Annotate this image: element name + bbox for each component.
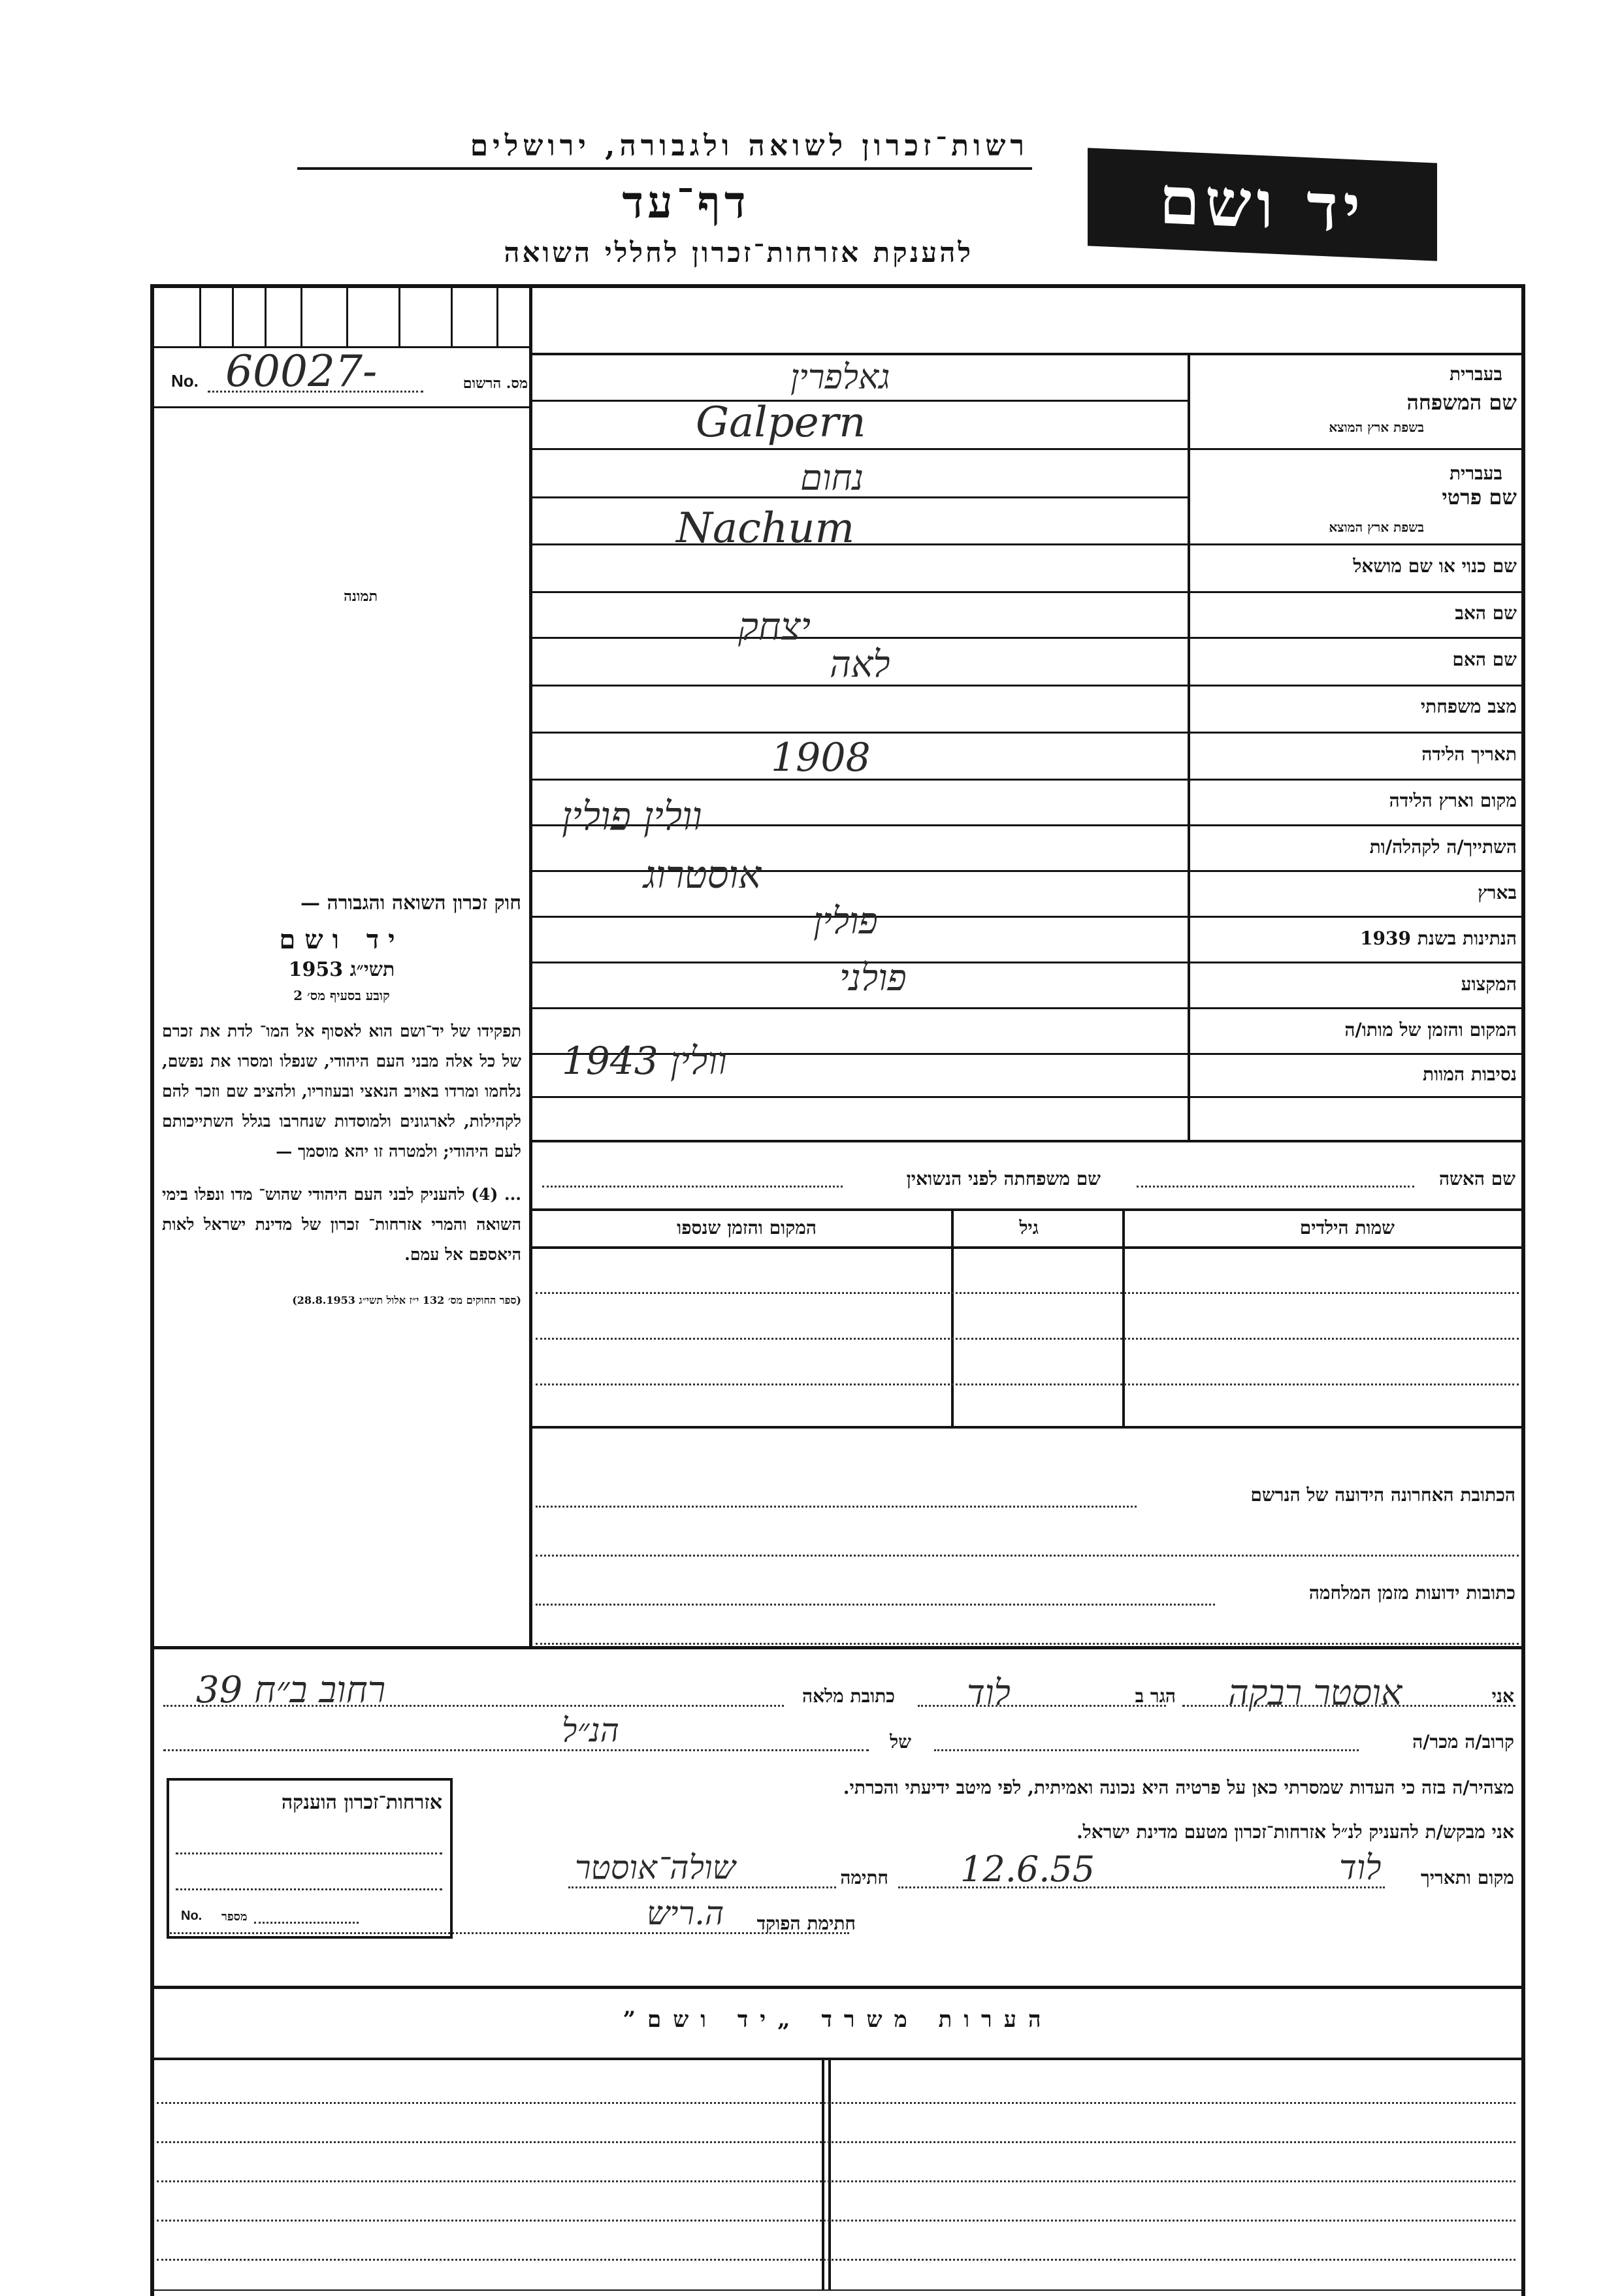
residing-label: הגר ב <box>1135 1685 1176 1707</box>
certificate-dots <box>176 1852 442 1854</box>
mother-label: שם האם <box>1452 649 1517 670</box>
first-name-origin-value: Nachum <box>676 504 855 553</box>
children-age-header: גיל <box>1019 1217 1039 1238</box>
office-notes-dots <box>157 2180 1515 2182</box>
country-value: פולין <box>813 900 878 943</box>
office-notes-header-line <box>150 2058 1525 2060</box>
nickname-label: שם כנוי או שם מושאל <box>1353 555 1517 577</box>
frame-top <box>150 284 1525 288</box>
law-year: תשי״ג 1953 <box>288 958 395 981</box>
signature-value: שולה־אוסטר <box>575 1849 736 1886</box>
full-address-label: כתובת מלאה <box>802 1685 895 1707</box>
law-heading: חוק זכרון השואה והגבורה — <box>300 892 521 914</box>
registration-label-en: No. <box>171 371 199 391</box>
row-line <box>532 962 1522 963</box>
children-col-divider <box>951 1208 954 1427</box>
declaration-request: אני מבקש/ת להעניק לנ״ל אזרחות־זכרון מטעם מדינת ישראל. <box>1076 1821 1514 1843</box>
full-address-value: רחוב ב״ח 39 <box>196 1669 386 1711</box>
certificate-number-label-en: No. <box>181 1909 202 1923</box>
code-box-line <box>265 288 267 347</box>
signature-dots <box>568 1886 836 1888</box>
father-label: שם האב <box>1455 602 1517 624</box>
wife-name-label: שם האשה <box>1438 1168 1515 1189</box>
certificate-title: אזרחות־זכרון הוענקה <box>281 1791 442 1814</box>
row-line <box>532 591 1522 593</box>
officer-signature-label: חתימת הפוקד <box>756 1913 856 1934</box>
address-dots-4 <box>536 1643 1519 1645</box>
certificate-dots <box>176 1888 442 1890</box>
birth-date-value: 1908 <box>771 735 871 781</box>
form-subtitle: להענקת אזרחות־זכרון לחללי השואה <box>504 236 973 268</box>
form-title: דף־עד <box>622 176 750 229</box>
law-clause: קובע בסעיף מס׳ 2 <box>293 988 390 1003</box>
registration-label-he: מס. הרשום <box>462 375 528 392</box>
wife-row-line <box>532 1208 1522 1211</box>
community-value: אוסטרוג <box>643 852 762 897</box>
children-row-dots <box>536 1338 1519 1340</box>
code-box-line <box>232 288 234 347</box>
last-known-address-label: הכתובת האחרונה הידועה של הנרשם <box>1250 1484 1515 1506</box>
office-notes-dots <box>157 2220 1515 2222</box>
profession-label: המקצוע <box>1461 973 1517 995</box>
code-box-line <box>451 288 453 347</box>
death-label: המקום והזמן של מותו/ה <box>1344 1019 1517 1041</box>
of-value: הנ״ל <box>562 1711 619 1749</box>
circumstances-label: נסיבות המוות <box>1423 1063 1517 1085</box>
citizenship-label: הנתינות בשנת 1939 <box>1360 928 1517 949</box>
children-row-dots <box>536 1383 1519 1385</box>
children-col-divider <box>1122 1208 1125 1427</box>
community-label: השתייך/ה לקהלה/ות <box>1369 836 1517 858</box>
place-value: לוד <box>1339 1849 1382 1888</box>
address-dots-2 <box>536 1555 1519 1557</box>
row-line <box>532 685 1522 687</box>
office-notes-dots <box>157 2102 1515 2104</box>
marital-status-label: מצב משפחתי <box>1420 696 1517 717</box>
family-name-hebrew-label: בעברית <box>1449 363 1502 385</box>
declaration-statement: מצהיר/ה בזה כי העדות שמסרתי כאן על פרטיה היא נכונה ואמיתית, לפי מיטב ידיעתי והכרתי. <box>843 1777 1514 1798</box>
law-name: יד ושם <box>279 924 404 955</box>
signature-label: חתימה <box>840 1867 888 1888</box>
birth-place-value: וולין פולין <box>562 794 702 839</box>
family-name-origin-value: Galpern <box>696 398 866 447</box>
relationship-label: קרוב/ה מכר/ה <box>1412 1731 1514 1753</box>
declarant-name-value: אוסטר רבקה <box>1228 1672 1402 1713</box>
date-value: 12.6.55 <box>960 1849 1095 1890</box>
authority-underline <box>297 167 1032 170</box>
addresses-bottom-line <box>150 1646 1525 1649</box>
registration-number: 60027- <box>225 346 378 396</box>
frame-right <box>1521 284 1525 2296</box>
row-line <box>532 1140 1522 1142</box>
law-paragraph-1: תפקידו של יד־ושם הוא לאסוף אל המו־ לדת את זכרם של כל אלה מבני העם היהודי, שנפלו ומסרו את נפשם, נלחמו ומרדו באויב הנאצי ובעוזריו, ולהציב שם וזכר להם לקהילות, לארגונים ולמוסדות שנחרבו בגלל השתייכותם לעם היהודי; ולמטרה זו יהא מוסמך — <box>162 1022 521 1161</box>
code-box-line <box>496 288 498 347</box>
first-name-hebrew-value: נחום <box>800 457 864 498</box>
family-name-label: שם המשפחה <box>1406 390 1517 415</box>
certificate-number-label-he: מספר <box>221 1910 248 1924</box>
country-label: בארץ <box>1478 882 1517 903</box>
wife-name-dots <box>1137 1186 1414 1188</box>
office-notes-divider <box>828 2058 831 2289</box>
law-text-block <box>162 888 521 1308</box>
office-notes-divider <box>822 2058 824 2289</box>
birth-place-label: מקום וארץ הלידה <box>1389 790 1517 811</box>
office-notes-title: הערות משרד „יד ושם” <box>623 2007 1053 2033</box>
authority-heading: רשות־זכרון לשואה ולגבורה, ירושלים <box>470 129 1029 163</box>
registration-underline <box>150 406 529 408</box>
first-name-origin-label: בשפת ארץ המוצא <box>1329 519 1424 535</box>
row-line <box>532 637 1522 639</box>
residing-dots <box>918 1705 1166 1707</box>
death-place-date-value: וולין 1943 <box>562 1039 727 1083</box>
office-notes-dots <box>157 2259 1515 2261</box>
family-name-origin-label: בשפת ארץ המוצא <box>1329 419 1424 435</box>
logo-text: יד ושם <box>1159 161 1366 248</box>
row-line <box>532 779 1522 781</box>
law-source: (ספר החוקים מס׳ 132 י״ז אלול תשי״ג 28.8.1953) <box>292 1294 521 1306</box>
photo-label: תמונה <box>344 588 378 605</box>
office-notes-dots <box>157 2141 1515 2143</box>
wife-maiden-dots <box>542 1186 843 1188</box>
yad-vashem-logo <box>1088 148 1437 261</box>
left-column-divider <box>529 284 532 1646</box>
father-name-value: יצחק <box>738 604 811 649</box>
last-address-dots <box>536 1506 1137 1508</box>
code-box-line <box>300 288 302 347</box>
family-name-hebrew-value: גאלפרין <box>790 358 890 397</box>
code-box-line <box>398 288 400 347</box>
wife-maiden-name-label: שם משפחתה לפני הנשואין <box>906 1168 1101 1189</box>
children-row-dots <box>536 1292 1519 1294</box>
of-dots <box>163 1749 869 1751</box>
declarant-label: אני <box>1491 1685 1514 1707</box>
office-notes-top-line <box>150 1986 1525 1989</box>
residing-value: לוד <box>967 1672 1011 1713</box>
officer-signature-value: ה.ריש <box>647 1894 724 1932</box>
row-line <box>532 916 1522 918</box>
children-place-time-header: המקום והזמן שנספו <box>677 1217 817 1238</box>
children-bottom-line <box>532 1426 1522 1429</box>
row-line <box>532 732 1522 734</box>
children-names-header: שמות הילדים <box>1299 1217 1395 1238</box>
first-name-hebrew-label: בעברית <box>1449 462 1502 484</box>
label-column-divider <box>1188 353 1190 1140</box>
relationship-dots <box>934 1749 1359 1751</box>
citizenship-value: פולני <box>839 957 907 999</box>
birth-date-label: תאריך הלידה <box>1421 743 1517 765</box>
wartime-address-dots <box>536 1604 1215 1606</box>
frame-left <box>150 284 154 2296</box>
of-label: של <box>890 1731 911 1753</box>
children-header-line <box>532 1246 1522 1249</box>
law-paragraph-2: ... (4) להעניק לבני העם היהודי שהוש־ מדו ונפלו בימי השואה והמרי אזרחות־ זכרון של מדינת ישראל לאות היאספם אל עמם. <box>162 1185 521 1264</box>
code-box-line <box>199 288 201 347</box>
code-box-line <box>346 288 348 347</box>
wartime-address-label: כתובות ידועות מזמן המלחמה <box>1308 1582 1515 1604</box>
certificate-box <box>167 1778 453 1939</box>
row-line <box>532 353 1522 355</box>
mother-name-value: לאה <box>830 643 890 686</box>
row-line <box>532 1007 1522 1009</box>
certificate-number-dots <box>254 1922 359 1924</box>
first-name-label: שם פרטי <box>1442 485 1517 509</box>
place-date-label: מקום ותאריך <box>1420 1867 1514 1888</box>
row-line <box>532 1096 1522 1098</box>
row-line <box>532 448 1522 450</box>
